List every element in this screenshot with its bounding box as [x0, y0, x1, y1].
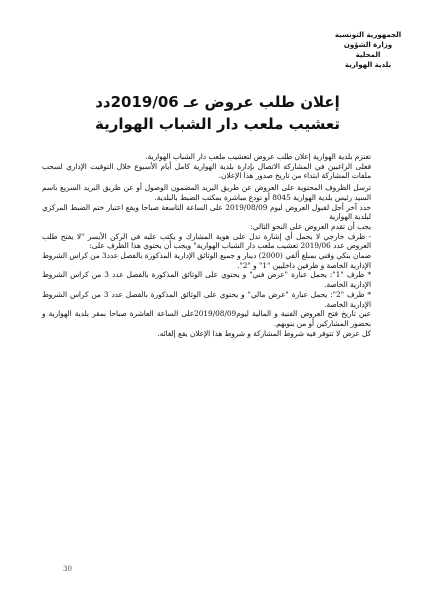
paragraph: حدد آخر أجل لقبول العروض ليوم 2019/08/09 على الساعة التاسعة صباحا ويقع اعتبار ختم الضبط المركزي لبلدية الهوارية — [42, 202, 371, 222]
letterhead-municipality: بلدية الهوارية — [344, 61, 392, 69]
paragraph: كل عرض لا تتوفر فيه شروط المشاركة و شروط هذا الإعلان يقع إلغائه. — [157, 328, 371, 338]
paragraph: فعلى الراغبين في المشاركة الاتصال بإدارة بلدية الهوارية كامل أيام الأسبوع خلال التوقيت الإداري لسحب ملفات المشاركة ابتداء من تاريخ صدور هذا الإعلان. — [42, 161, 371, 181]
document-title — [0, 92, 435, 134]
paragraph: * ظرف "1": يحمل عبارة "عرض فني" و يحتوي على الوثائق المذكورة بالفصل عدد 3 من كراس الشروط الإدارية الخاصة. — [42, 270, 371, 290]
paragraph: عين تاريخ فتح العروض الفنية و المالية ليوم2019/08/09على الساعة العاشرة صباحا بمقر بلدية الهوارية و بحضور المشاركين أو من ينوبهم. — [42, 309, 371, 328]
letterhead-ministry: وزارة الشؤون — [343, 41, 393, 49]
paragraph: ضمان بنكي وقتي بمبلغ ألفي (2000) دينار و جميع الوثائق الإدارية المذكورة بالفصل عدد3 من كراس الشروط الإدارية الخاصة و ظرفين داخليين "1" و "2". — [42, 251, 371, 270]
page-number: 30 — [63, 565, 72, 573]
paragraph: يجب أن تقدم العروض على النحو التالي: — [250, 221, 371, 231]
paragraph: * ظرف "2": يحمل عبارة "عرض مالي" و يحتوي على الوثائق المذكورة بالفصل عدد 3 من كراس الشروط الإدارية الخاصة. — [42, 289, 371, 309]
paragraph: تعتزم بلدية الهوارية إعلان طلب عروض لتعشيب ملعب دار الشباب الهوارية. — [145, 152, 371, 161]
paragraph: - ظرف خارجي لا يحمل أي إشارة تدل على هوية المشارك و يكتب عليه في الركن الأيسر "لا يفتح طلب العروض عدد 2019/06 تعشيب ملعب دار الشباب الهوارية" ويجب أن يحتوي هذا الظرف على: — [42, 231, 371, 251]
paragraph: ترسل الظروف المحتوية على العروض عن طريق البريد المضمون الوصول أو عن طريق البريد السريع باسم السيد رئيس بلدية الهوارية 8045 أو تودع مباشرة بمكتب الضبط بالبلدية. — [42, 183, 371, 202]
letterhead-ministry-cont: المحلية — [355, 51, 381, 59]
letterhead-country: الجمهورية التونسية — [334, 31, 402, 39]
title-line-2: تعشيب ملعب دار الشباب الهوارية — [95, 115, 340, 133]
letterhead — [313, 30, 423, 70]
title-line-1: إعلان طلب عروض عـ 2019/06دد — [95, 93, 340, 111]
document-body — [42, 152, 371, 338]
